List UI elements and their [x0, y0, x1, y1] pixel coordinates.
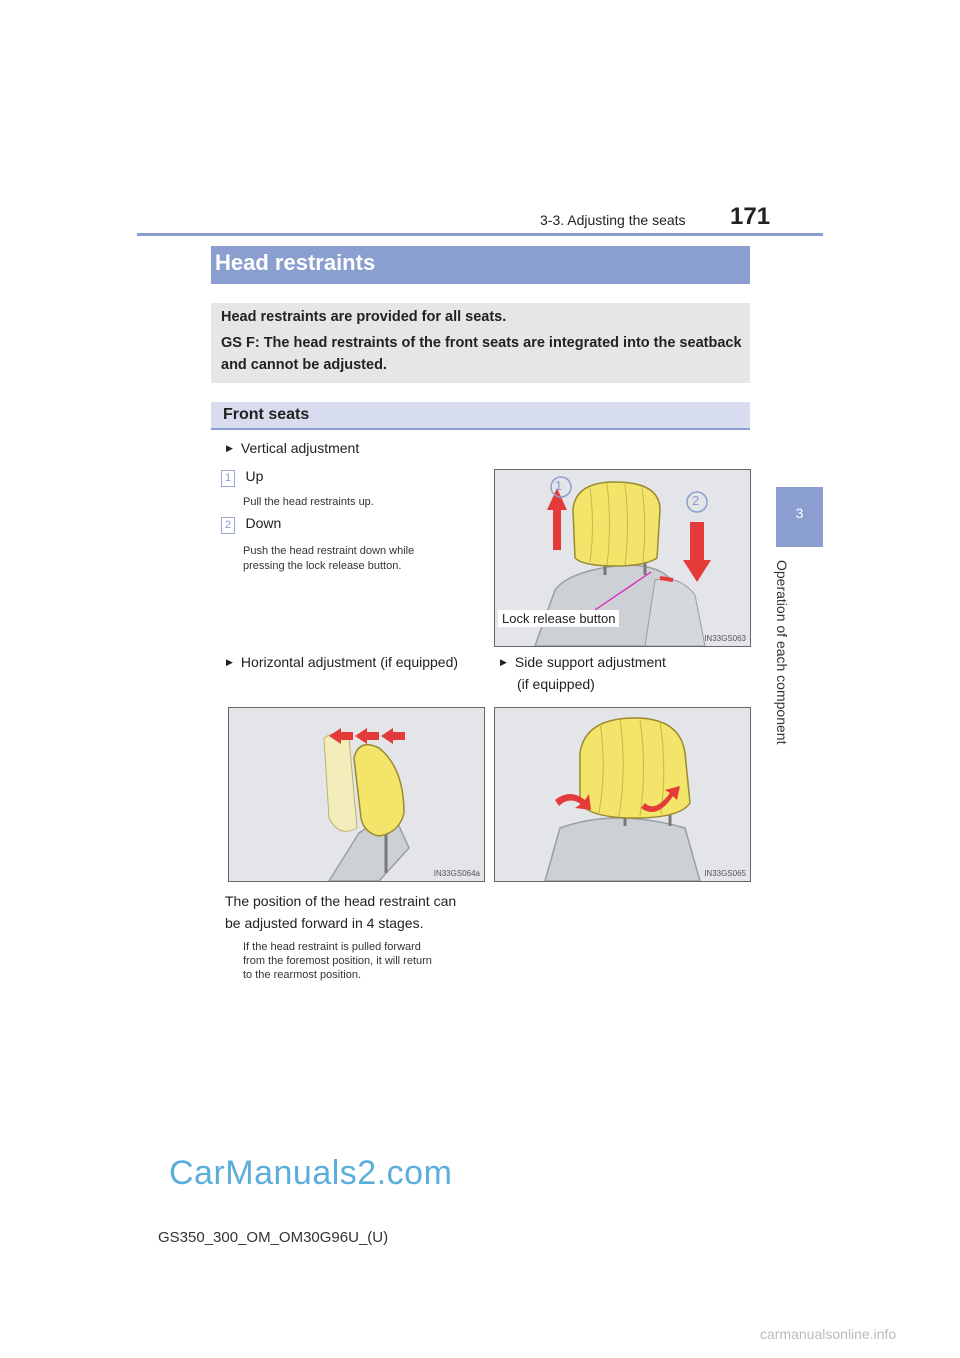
- horizontal-note: [243, 940, 480, 982]
- lock-release-button-label: Lock release button: [498, 610, 619, 627]
- headrest-horizontal-illustration: [229, 708, 484, 881]
- horizontal-text: [225, 890, 480, 934]
- vertical-adjustment-label: Vertical adjustment: [240, 440, 360, 456]
- horizontal-adjustment-figure: [228, 707, 485, 882]
- intro-line-2: GS F: The head restraints of the front seats are integrated into the seatback: [221, 335, 742, 351]
- item-down-desc-1: Push the head restraint down while: [243, 545, 415, 557]
- headrest-side-support-illustration: [495, 708, 750, 881]
- side-support-figure: [494, 707, 751, 882]
- item-up: [221, 468, 263, 487]
- chapter-tab: 3: [776, 487, 823, 547]
- horizontal-adjustment-label: Horizontal adjustment (if equipped): [240, 654, 459, 670]
- figure-id: IN33GS064a: [433, 869, 480, 878]
- side-support-label: Side support adjustment: [514, 654, 666, 670]
- bullet-triangle-icon: ▶: [226, 657, 233, 667]
- horizontal-note-line-2: from the foremost position, it will return: [243, 955, 432, 967]
- item-number-2: 2: [221, 517, 235, 534]
- horizontal-text-line-2: be adjusted forward in 4 stages.: [225, 915, 424, 931]
- document-code: GS350_300_OM_OM30G96U_(U): [158, 1229, 389, 1246]
- subheading: Front seats: [223, 406, 310, 423]
- page-title-bar: [211, 246, 750, 284]
- horizontal-adjustment-bullet: [226, 654, 458, 670]
- header-rule: [137, 233, 823, 236]
- item-down: [221, 515, 281, 534]
- chapter-title: Operation of each component: [774, 560, 790, 745]
- item-number-1: 1: [221, 470, 235, 487]
- watermark-logo: CarManuals2.com: [169, 1154, 453, 1192]
- item-down-title: Down: [245, 515, 282, 531]
- bullet-triangle-icon: ▶: [500, 657, 507, 667]
- callout-2: 2: [692, 493, 700, 508]
- figure-id: IN33GS065: [704, 869, 746, 878]
- watermark-site: carmanualsonline.info: [760, 1326, 897, 1342]
- vertical-adjustment-bullet: [226, 440, 359, 456]
- section-title: 3-3. Adjusting the seats: [540, 212, 686, 228]
- item-down-desc-2: pressing the lock release button.: [243, 560, 402, 572]
- chapter-tab-label: [770, 560, 790, 750]
- horizontal-note-line-3: to the rearmost position.: [243, 969, 362, 981]
- item-up-title: Up: [245, 468, 264, 484]
- callout-1: 1: [555, 478, 563, 493]
- horizontal-text-line-1: The position of the head restraint can: [225, 893, 457, 909]
- subheading-bar: [211, 402, 750, 430]
- item-up-desc: Pull the head restraints up.: [243, 496, 374, 508]
- side-support-label-2: (if equipped): [517, 676, 595, 692]
- bullet-triangle-icon: ▶: [226, 443, 233, 453]
- horizontal-note-line-1: If the head restraint is pulled forward: [243, 941, 421, 953]
- page-title: Head restraints: [215, 250, 376, 275]
- intro-line-1: Head restraints are provided for all seats.: [221, 309, 507, 325]
- figure-id: IN33GS063: [704, 634, 746, 643]
- side-support-bullet: [500, 654, 666, 670]
- vertical-adjustment-figure: [494, 469, 751, 647]
- intro-line-3: and cannot be adjusted.: [221, 357, 387, 373]
- page-number: 171: [730, 203, 771, 230]
- intro-box: [211, 303, 750, 383]
